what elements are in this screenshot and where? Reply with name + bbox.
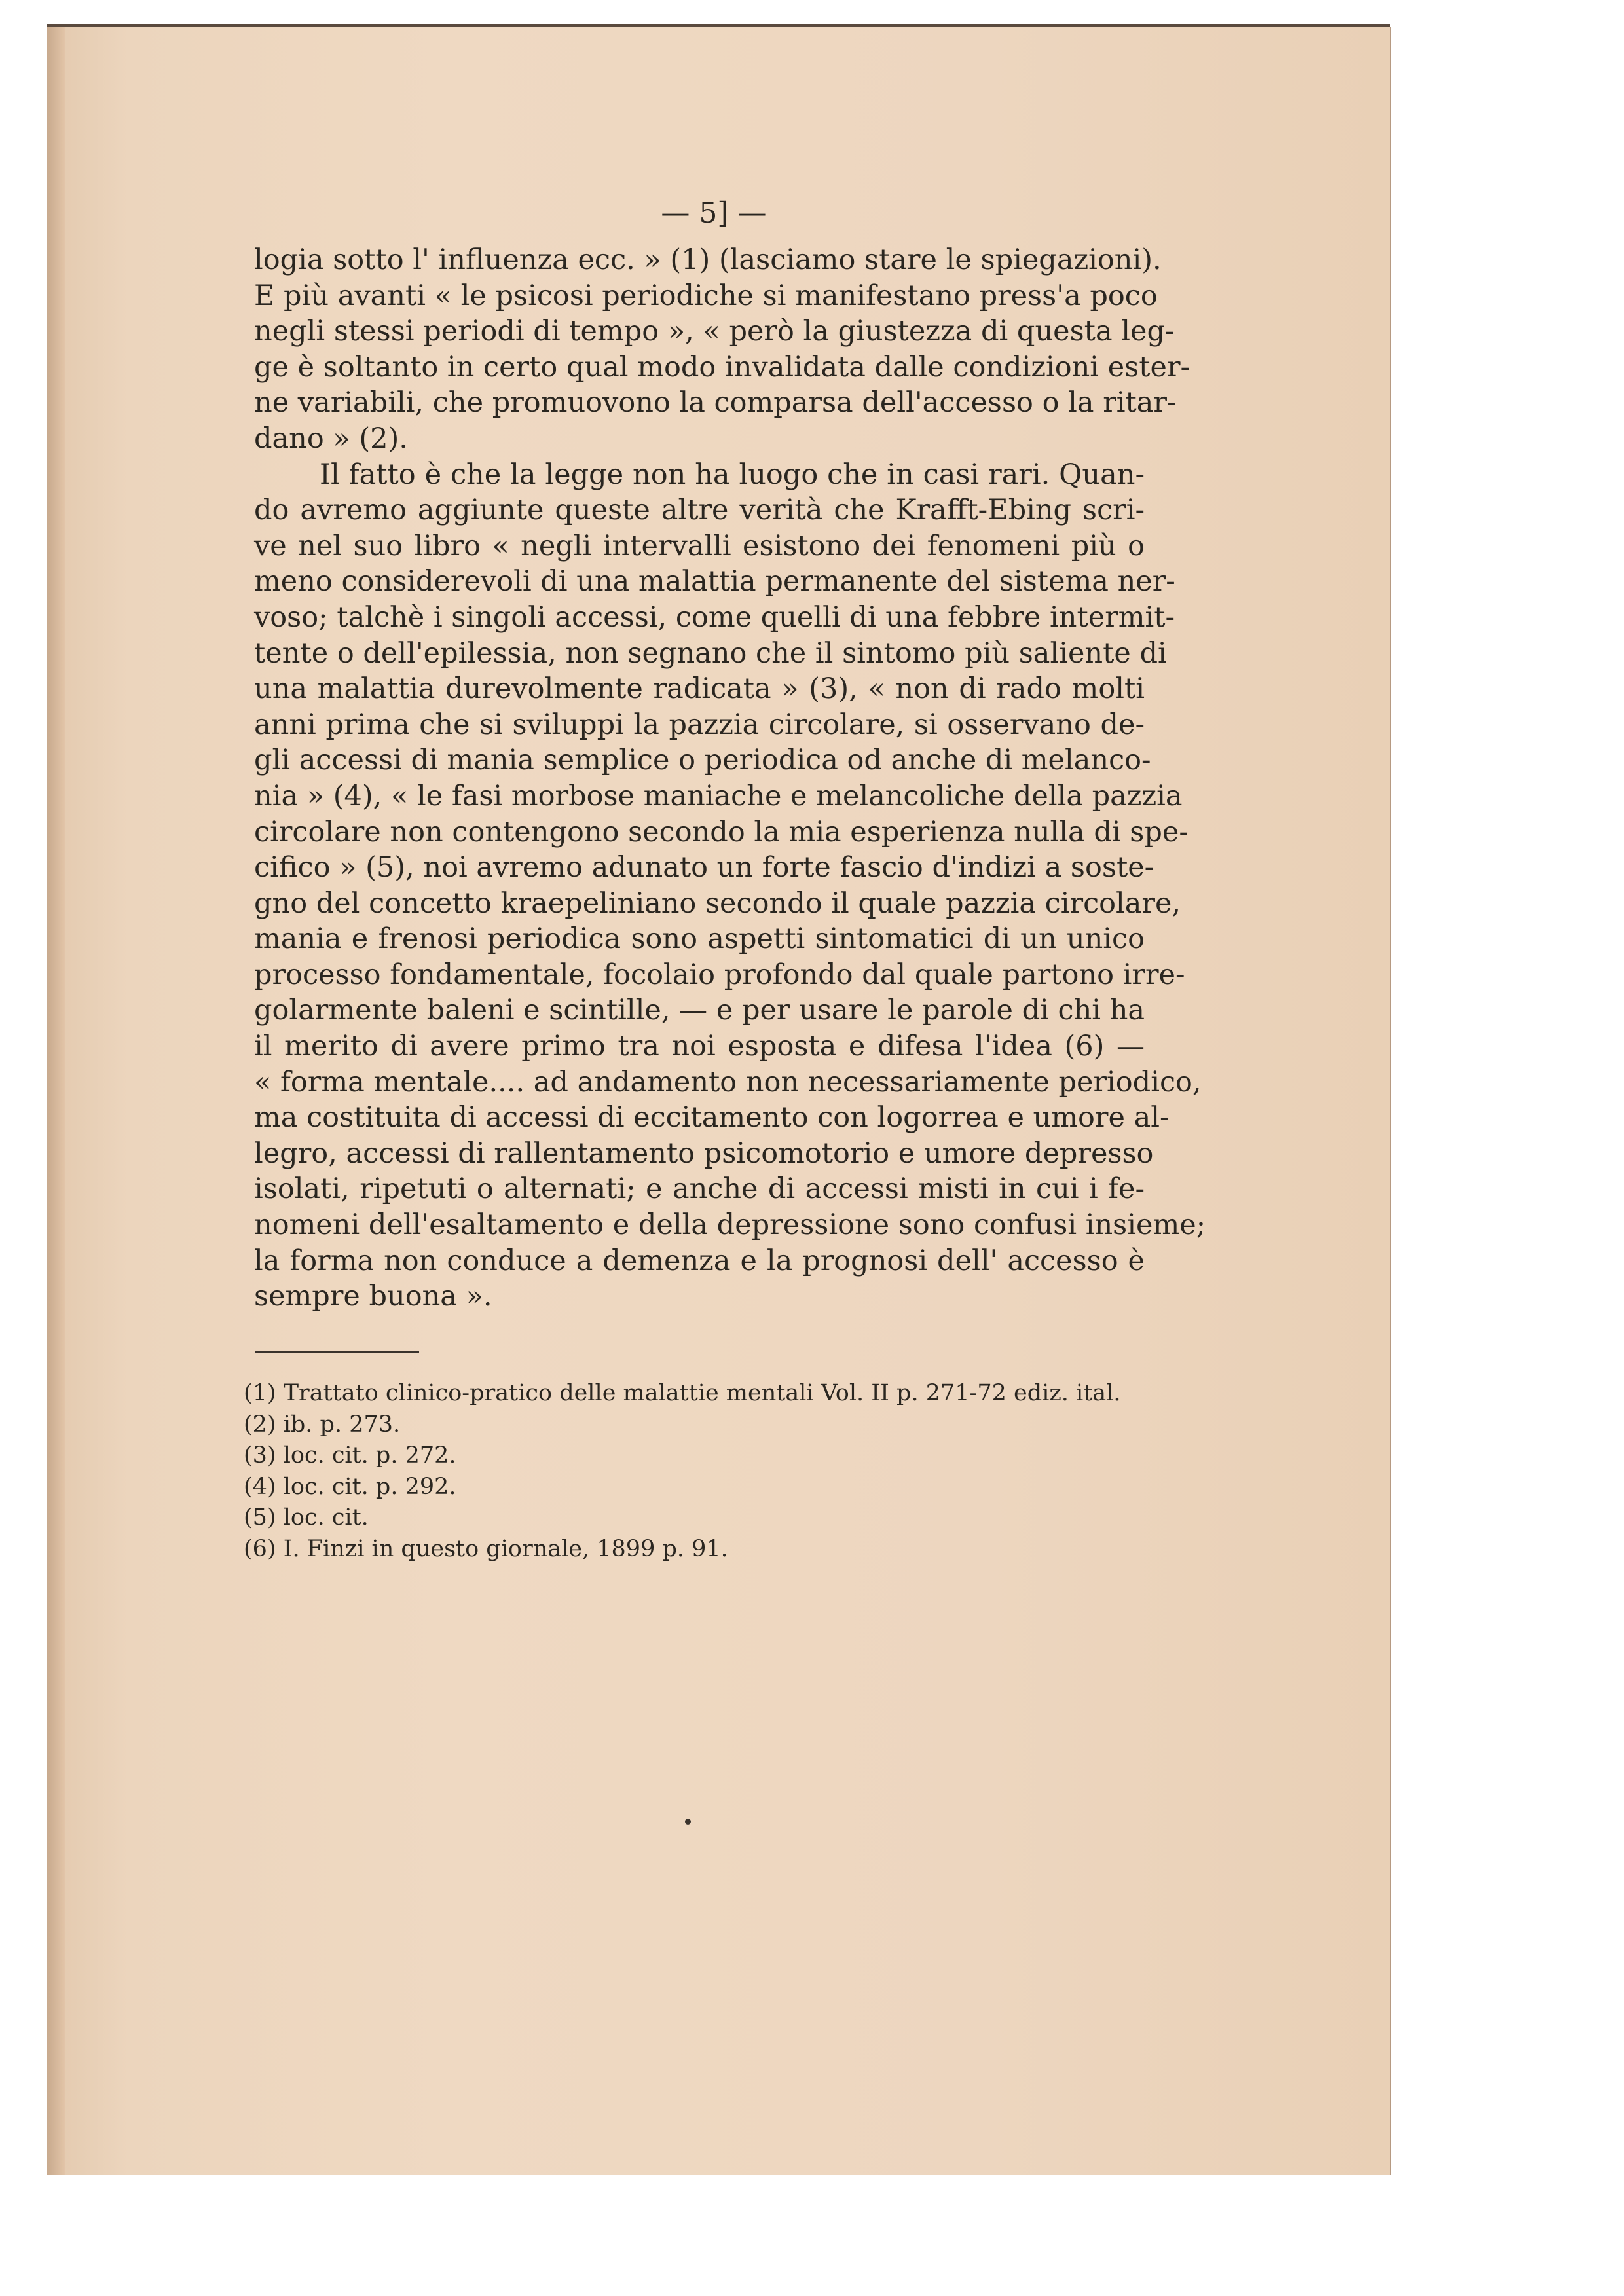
text-line: do avremo aggiunte queste altre verità che Krafft-Ebing scri- (254, 494, 1145, 527)
text-line: ve nel suo libro « negli intervalli esistono dei fenomeni più o (254, 529, 1145, 562)
text-line: ge è soltanto in certo qual modo invalidata dalle condizioni ester- (254, 350, 1190, 384)
text-line: voso; talchè i singoli accessi, come quelli di una febbre intermit- (254, 600, 1175, 634)
text-line: tente o dell'epilessia, non segnano che il sintomo più saliente di (254, 636, 1167, 670)
paragraph-1 (254, 242, 1190, 457)
text-line: negli stessi periodi di tempo », « però la giustezza di questa leg- (254, 315, 1175, 348)
ink-speck (685, 1819, 691, 1825)
text-line: il merito di avere primo tra noi esposta e difesa l'idea (6) — (254, 1030, 1145, 1063)
text-line: « forma mentale.... ad andamento non necessariamente periodico, (254, 1065, 1202, 1099)
text-line: ne variabili, che promuovono la comparsa dell'accesso o la ritar- (254, 386, 1177, 420)
text-line: gno del concetto kraepeliniano secondo il quale pazzia circolare, (254, 886, 1181, 920)
footnote-3: (3) loc. cit. p. 272. (244, 1442, 456, 1469)
footnote-5: (5) loc. cit. (244, 1504, 369, 1531)
page-number: — 5] — (661, 196, 767, 230)
body-text (254, 242, 1206, 1315)
text-line: circolare non contengono secondo la mia esperienza nulla di spe- (254, 815, 1189, 848)
text-line: cifico » (5), noi avremo adunato un forte fascio d'indizi a soste- (254, 851, 1154, 884)
text-line: logia sotto l' influenza ecc. » (1) (lasciamo stare le spiegazioni). (254, 244, 1162, 276)
text-line: sempre buona ». (254, 1280, 492, 1313)
footnotes (244, 1378, 1160, 1565)
text-line: nomeni dell'esaltamento e della depressione sono confusi insieme; (254, 1209, 1206, 1242)
text-line: nia » (4), « le fasi morbose maniache e melancoliche della pazzia (254, 779, 1183, 812)
footnote-2: (2) ib. p. 273. (244, 1411, 401, 1438)
paragraph-2 (254, 457, 1206, 1315)
text-line: legro, accessi di rallentamento psicomotorio e umore depresso (254, 1137, 1154, 1170)
text-line: la forma non conduce a demenza e la prognosi dell' accesso è (254, 1244, 1145, 1277)
footnote-divider (255, 1351, 419, 1353)
text-line: Il fatto è che la legge non ha luogo che in casi rari. Quan- (320, 458, 1145, 491)
text-line: meno considerevoli di una malattia permanente del sistema ner- (254, 565, 1175, 598)
text-line: golarmente baleni e scintille, — e per usare le parole di chi ha (254, 994, 1145, 1027)
binding-edge (47, 27, 65, 2175)
text-line: isolati, ripetuti o alternati; e anche di accessi misti in cui i fe- (254, 1173, 1145, 1206)
footnote-1: (1) Trattato clinico-pratico delle malattie mentali Vol. II p. 271-72 ediz. ital. (244, 1380, 1121, 1406)
text-line: ma costituita di accessi di eccitamento con logorrea e umore al- (254, 1101, 1170, 1135)
text-line: anni prima che si sviluppi la pazzia circolare, si osservano de- (254, 708, 1145, 741)
footnote-4: (4) loc. cit. p. 292. (244, 1473, 456, 1500)
text-line: dano » (2). (254, 422, 408, 455)
footnote-6: (6) I. Finzi in questo giornale, 1899 p. 91. (244, 1535, 728, 1562)
text-line: gli accessi di mania semplice o periodica od anche di melanco- (254, 744, 1151, 777)
text-line: E più avanti « le psicosi periodiche si manifestano press'a poco (254, 279, 1158, 312)
text-line: processo fondamentale, focolaio profondo dal quale partono irre- (254, 958, 1185, 991)
text-line: una malattia durevolmente radicata » (3), « non di rado molti (254, 672, 1145, 706)
text-line: mania e frenosi periodica sono aspetti sintomatici di un unico (254, 922, 1145, 956)
